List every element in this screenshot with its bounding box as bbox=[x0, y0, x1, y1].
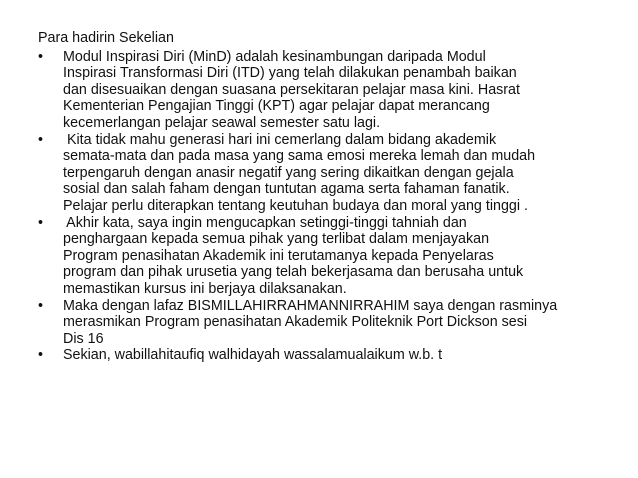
bullet-2-line-2: semata-mata dan pada masa yang sama emosi mereka lemah dan mudah bbox=[63, 148, 536, 165]
greeting-text: Para hadirin Sekelian bbox=[38, 30, 174, 46]
bullet-icon: • bbox=[38, 297, 44, 314]
bullet-1-line-5: kecemerlangan pelajar seawal semester satu lagi. bbox=[63, 114, 381, 131]
bullet-item-5 bbox=[38, 347, 628, 364]
bullet-2-line-4: sosial dan salah faham dengan tuntutan agama serta fahaman fanatik. bbox=[63, 181, 510, 198]
bullet-3-line-3: Program penasihatan Akademik ini terutamanya kepada Penyelaras bbox=[63, 247, 494, 264]
bullet-1-line-3: dan disesuaikan dengan suasana persekitaran pelajar masa kini. Hasrat bbox=[63, 81, 520, 98]
bullet-icon: • bbox=[38, 347, 44, 364]
bullet-icon: • bbox=[38, 131, 44, 148]
bullet-item-1 bbox=[38, 49, 628, 132]
bullet-2-line-1: Kita tidak mahu generasi hari ini cemerlang dalam bidang akademik bbox=[63, 131, 497, 148]
bullet-list bbox=[38, 49, 628, 364]
bullet-5-line-1: Sekian, wabillahitaufiq walhidayah wassalamualaikum w.b. t bbox=[63, 347, 443, 364]
bullet-icon: • bbox=[38, 48, 44, 65]
bullet-2-line-5: Pelajar perlu diterapkan tentang keutuhan budaya dan moral yang tinggi . bbox=[63, 197, 528, 214]
bullet-4-line-1: Maka dengan lafaz BISMILLAHIRRAHMANNIRRAHIM saya dengan rasminya bbox=[63, 297, 558, 314]
bullet-2-line-3: terpengaruh dengan anasir negatif yang sering dikaitkan dengan gejala bbox=[63, 164, 514, 181]
bullet-3-line-4: program dan pihak urusetia yang telah bekerjasama dan berusaha untuk bbox=[63, 264, 524, 281]
bullet-4-line-2: merasmikan Program penasihatan Akademik Politeknik Port Dickson sesi bbox=[63, 314, 528, 331]
bullet-item-3 bbox=[38, 215, 628, 298]
bullet-3-line-1: Akhir kata, saya ingin mengucapkan setinggi-tinggi tahniah dan bbox=[63, 214, 467, 231]
bullet-4-line-3: Dis 16 bbox=[63, 330, 104, 347]
bullet-icon: • bbox=[38, 214, 44, 231]
slide-content bbox=[38, 30, 628, 364]
bullet-1-line-1: Modul Inspirasi Diri (MinD) adalah kesinambungan daripada Modul bbox=[63, 48, 486, 65]
bullet-item-2 bbox=[38, 132, 628, 215]
bullet-3-line-2: penghargaan kepada semua pihak yang terlibat dalam menjayakan bbox=[63, 231, 490, 248]
bullet-1-line-2: Inspirasi Transformasi Diri (ITD) yang telah dilakukan penambah baikan bbox=[63, 65, 517, 82]
bullet-3-line-5: memastikan kursus ini berjaya dilaksanakan. bbox=[63, 280, 347, 297]
bullet-1-line-4: Kementerian Pengajian Tinggi (KPT) agar pelajar dapat merancang bbox=[63, 98, 490, 115]
bullet-item-4 bbox=[38, 298, 628, 348]
